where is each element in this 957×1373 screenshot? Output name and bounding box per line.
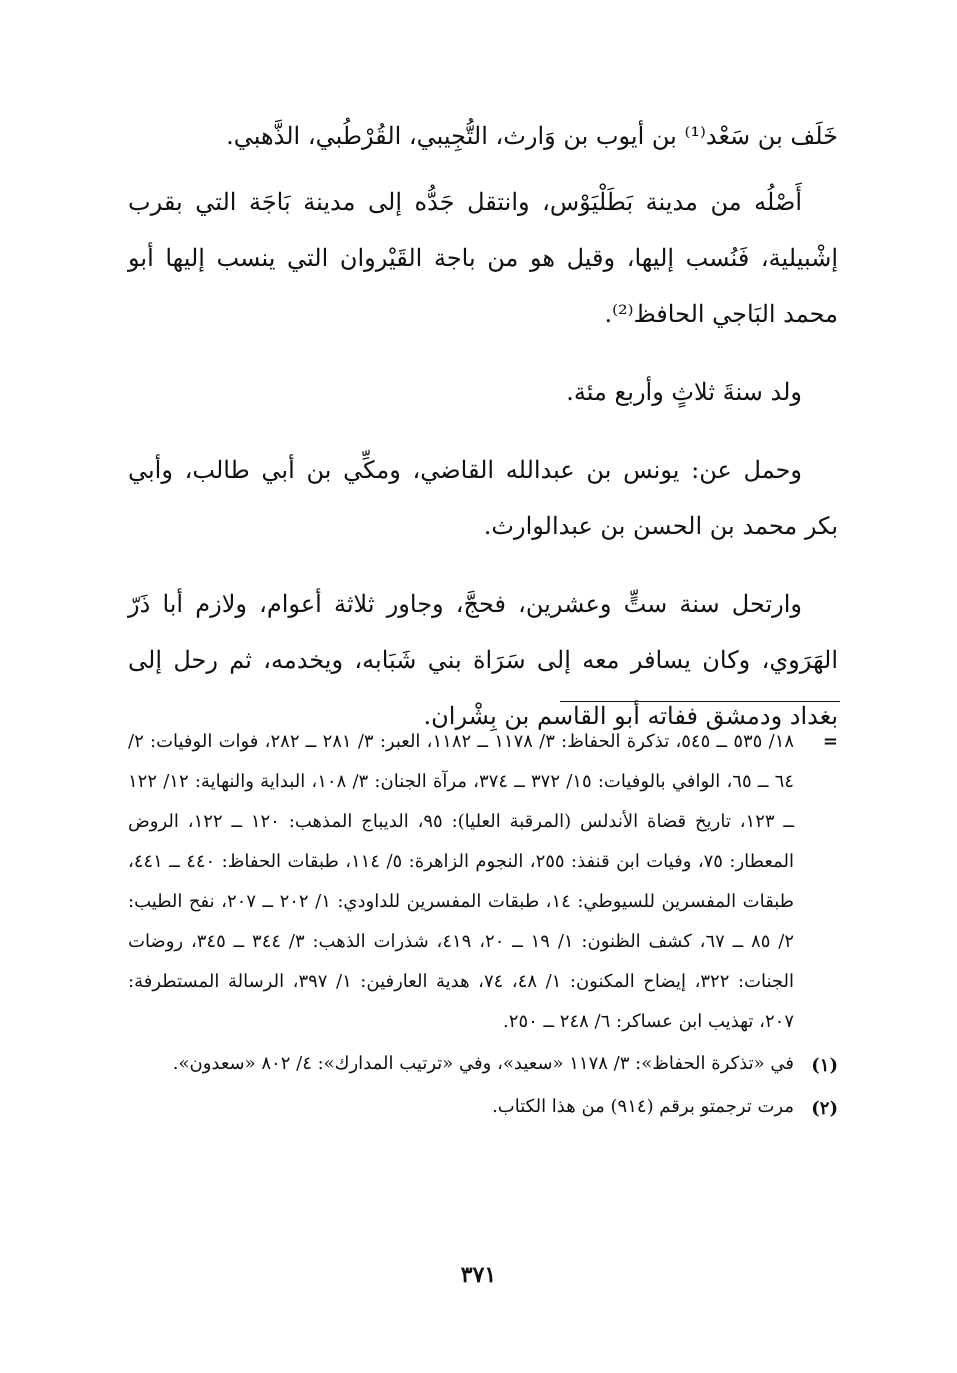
footnote-text: ١٨/ ٥٣٥ ــ ٥٤٥، تذكرة الحفاظ: ٣/ ١١٧٨ ــ ١١٨٢، العبر: ٣/ ٢٨١ ــ ٢٨٢، فوات الوفيات: ٢/ ٦٤ ــ ٦٥، الوافي بالوفيات: ١٥/ ٣٧٢ ــ ٣٧٤، مرآة الجنان: ٣/ ١٠٨، البداية والنهاية: ١٢/ ١٢٢ ــ ١٢٣، تاريخ قضاة الأندلس (المرقبة العليا): ٩٥، الديباج المذهب: ١٢٠ ــ ١٢٢، الروض المعطار: ٧٥، وفيات ابن قنفذ: ٢٥٥، النجوم الزاهرة: ٥/ ١١٤، طبقات الحفاظ: ٤٤٠ ــ ٤٤١، طبقات المفسرين للسيوطي: ١٤، طبقات المفسرين للداودي: ١/ ٢٠٢ ــ ٢٠٧، نفح الطيب: ٢/ ٨٥ ــ ٦٧، كشف الظنون: ١/ ١٩ ــ ٢٠، ٤١٩، شذرات الذهب: ٣/ ٣٤٤ ــ ٣٤٥، روضات الجنات: ٣٢٢، إيضاح المكنون: ١/ ٤٨، ٧٤، هدية العارفين: ١/ ٣٩٧، الرسالة المستطرفة: ٢٠٧، تهذيب ابن عساكر: ٦/ ٢٤٨ ــ ٢٥٠. bbox=[128, 731, 795, 1032]
footnotes bbox=[128, 722, 838, 1132]
footnote-marker: (٢) bbox=[811, 1098, 838, 1119]
footnote-text: مرت ترجمتو برقم (٩١٤) من هذا الكتاب. bbox=[492, 1096, 794, 1117]
footnote-divider bbox=[560, 701, 840, 702]
footnote-text: في «تذكرة الحفاظ»: ٣/ ١١٧٨ «سعيد»، وفي «ترتيب المدارك»: ٤/ ٨٠٢ «سعدون». bbox=[172, 1053, 794, 1074]
footnote-2 bbox=[128, 1089, 838, 1128]
footnote-marker: (١) bbox=[811, 1055, 838, 1076]
footnote-marker: = bbox=[822, 731, 838, 752]
paragraph-origin: أَصْلُه من مدينة بَطَلْيَوْس، وانتقل جَدُّه إلى مدينة بَاجَة التي بقرب إشْبيلية، فَنُسب إليها، وقيل هو من باجة القَيْروان التي ينسب إليها أبو محمد البَاجي الحافظ⁽²⁾. bbox=[128, 188, 838, 328]
paragraph-teachers: وحمل عن: يونس بن عبدالله القاضي، ومكِّي بن أبي طالب، وأبي بكر محمد بن الحسن بن عبدالوارث. bbox=[128, 456, 838, 540]
page-number: ٣٧١ bbox=[460, 1262, 497, 1288]
footnote-1 bbox=[128, 1046, 838, 1085]
footnote-continuation bbox=[128, 722, 838, 1042]
main-text bbox=[128, 108, 838, 766]
paragraph-birth: ولد سنةَ ثلاثٍ وأربع مئة. bbox=[566, 378, 802, 406]
paragraph-travels: وارتحل سنة ستٍّ وعشرين، فحجَّ، وجاور ثلاثة أعوام، ولازم أبا ذَرّ الهَرَوي، وكان يسافر معه إلى سَرَاة بني شَبَابه، ويخدمه، ثم رحل إلى بغداد ودمشق ففاته أبو القاسم بن بِشْران. bbox=[128, 590, 838, 730]
entry-heading: خَلَف بن سَعْد⁽¹⁾ بن أيوب بن وَارث، التُّجِيبي، القُرْطُبي، الذَّهبي. bbox=[226, 122, 838, 150]
